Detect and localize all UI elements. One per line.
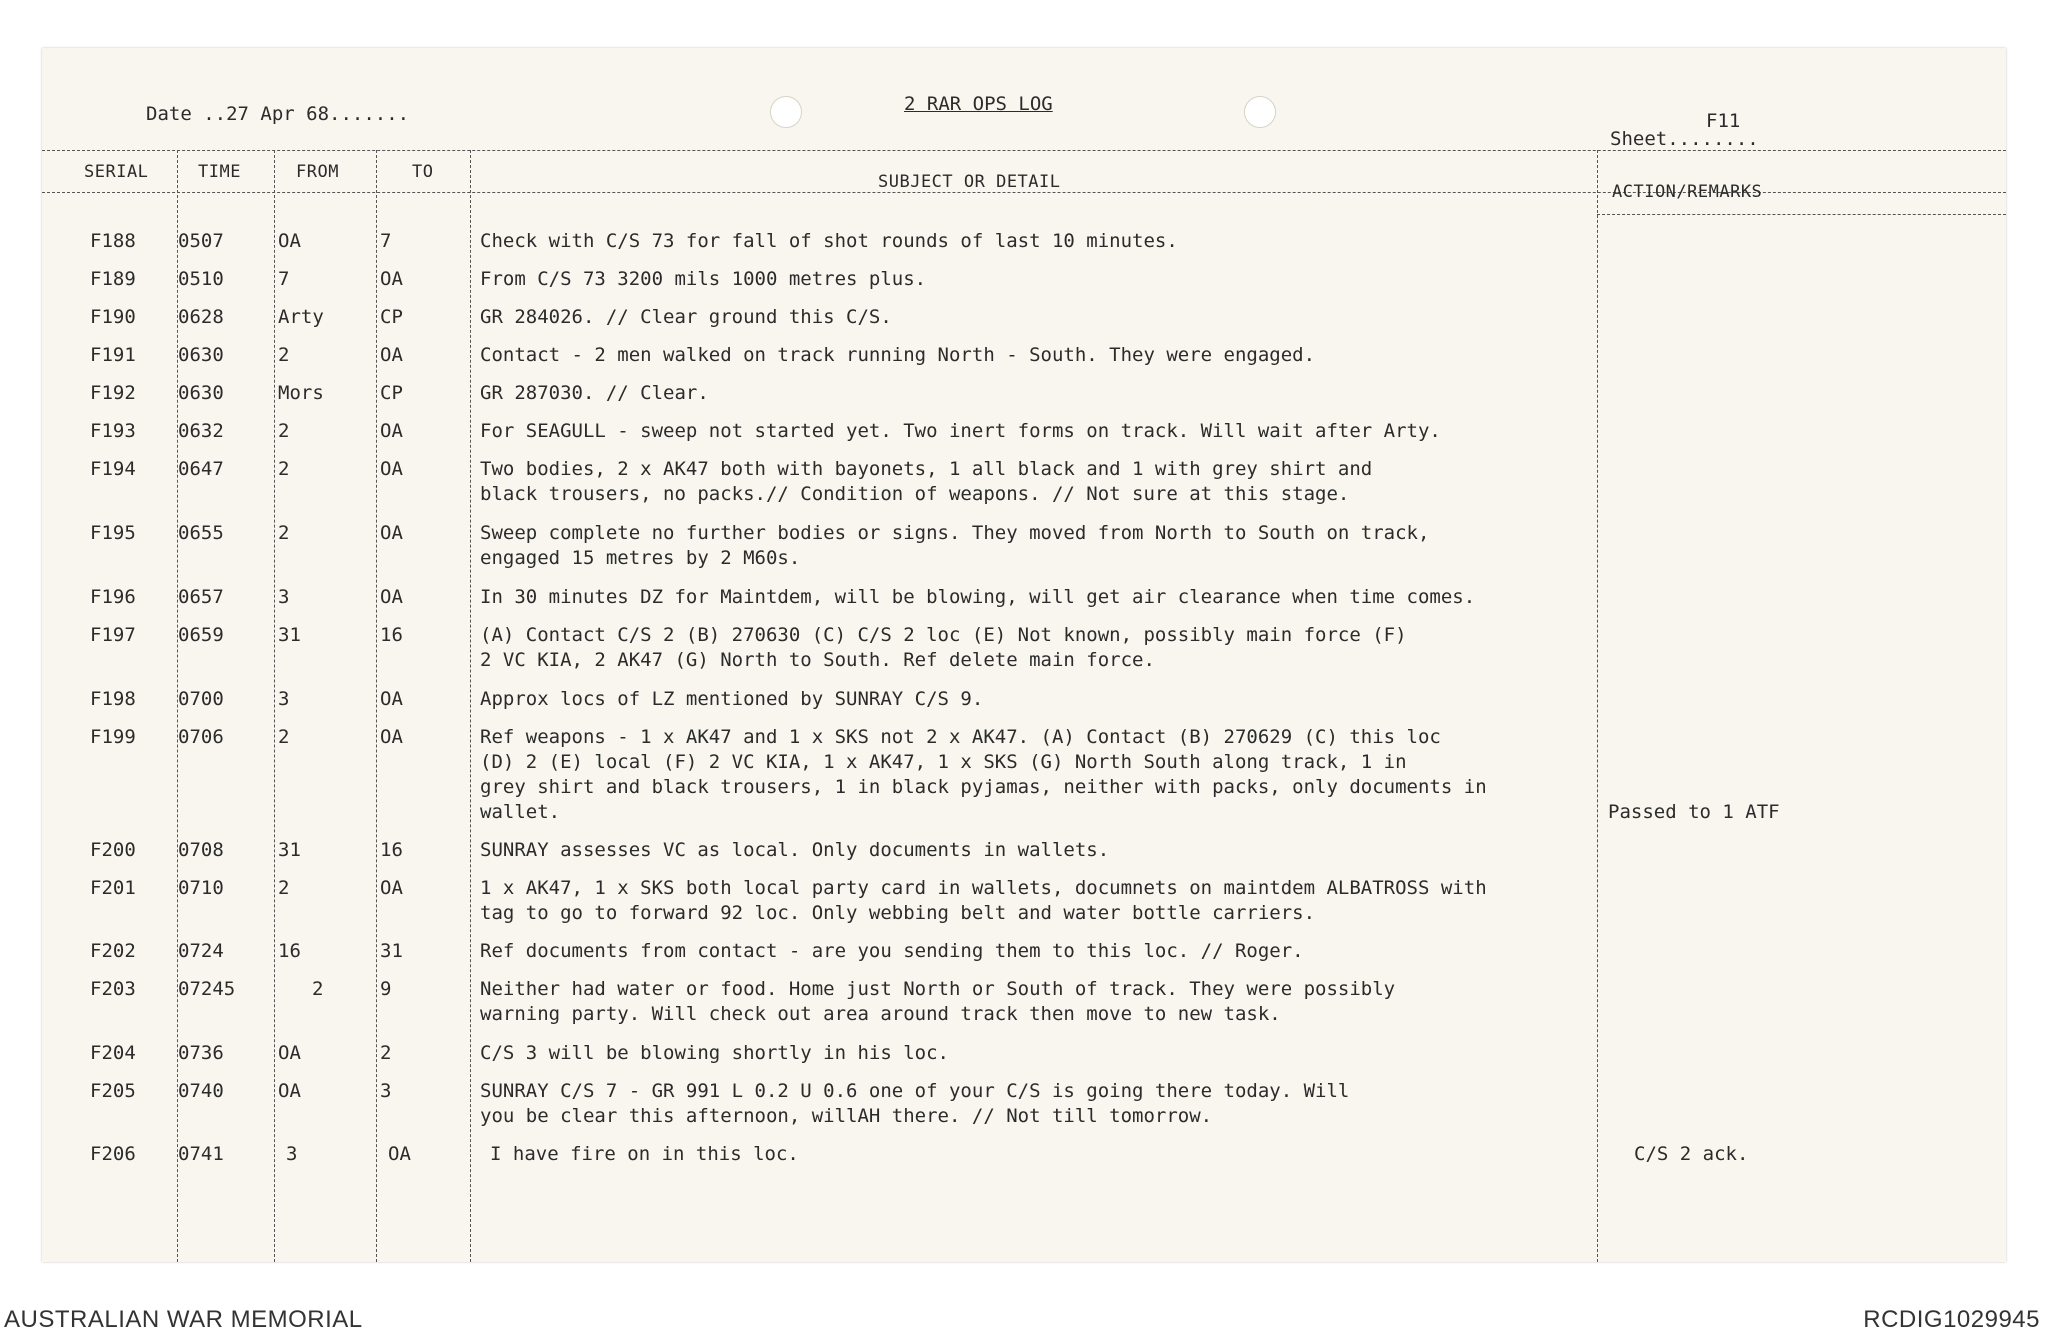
time-cell: 0710	[178, 877, 224, 899]
to-cell: 7	[380, 230, 392, 252]
serial-cell: F199	[90, 726, 136, 748]
time-cell: 0630	[178, 382, 224, 404]
detail-cell	[490, 1142, 799, 1167]
detail-line: tag to go to forward 92 loc. Only webbing belt and water bottle carriers.	[480, 902, 1316, 924]
time-cell: 0740	[178, 1080, 224, 1102]
detail-line: warning party. Will check out area around track then move to new task.	[480, 1003, 1281, 1025]
detail-cell	[480, 977, 1395, 1027]
time-cell: 0655	[178, 522, 224, 544]
detail-line: engaged 15 metres by 2 M60s.	[480, 547, 801, 569]
detail-cell	[480, 838, 1109, 863]
to-cell: OA	[380, 586, 403, 608]
detail-line: Two bodies, 2 x AK47 both with bayonets, 1 all black and 1 with grey shirt and	[480, 458, 1373, 480]
from-cell: 16	[278, 940, 301, 962]
to-cell: OA	[380, 688, 403, 710]
detail-line: GR 287030. // Clear.	[480, 382, 709, 404]
col-divider-from	[376, 150, 377, 1262]
time-cell: 0659	[178, 624, 224, 646]
date-value: 27 Apr 68	[226, 103, 330, 125]
column-header-action: ACTION/REMARKS	[1612, 182, 1763, 202]
detail-line: SUNRAY assesses VC as local. Only documents in wallets.	[480, 839, 1110, 861]
to-cell: OA	[388, 1143, 411, 1165]
detail-line: Approx locs of LZ mentioned by SUNRAY C/S 9.	[480, 688, 984, 710]
detail-line: grey shirt and black trousers, 1 in black pyjamas, neither with packs, only documents in	[480, 776, 1487, 798]
detail-line: 2 VC KIA, 2 AK47 (G) North to South. Ref delete main force.	[480, 649, 1155, 671]
detail-cell	[480, 585, 1475, 610]
to-cell: 2	[380, 1042, 392, 1064]
to-cell: 16	[380, 624, 403, 646]
from-cell: 3	[278, 586, 290, 608]
from-cell: 7	[278, 268, 290, 290]
time-cell: 0708	[178, 839, 224, 861]
detail-cell	[480, 876, 1487, 926]
detail-line: (A) Contact C/S 2 (B) 270630 (C) C/S 2 loc (E) Not known, possibly main force (F)	[480, 624, 1407, 646]
detail-cell	[480, 687, 983, 712]
time-cell: 0632	[178, 420, 224, 442]
action-cell: Passed to 1 ATF	[1608, 801, 1780, 823]
date-label: Date ..	[146, 103, 227, 125]
from-cell: 31	[278, 839, 301, 861]
serial-cell: F201	[90, 877, 136, 899]
from-cell: 3	[286, 1143, 298, 1165]
detail-line: In 30 minutes DZ for Maintdem, will be blowing, will get air clearance when time comes.	[480, 586, 1476, 608]
col-divider-to	[470, 150, 471, 1262]
detail-line: wallet.	[480, 801, 561, 823]
from-cell: OA	[278, 230, 301, 252]
document-title: 2 RAR OPS LOG	[904, 93, 1053, 115]
time-cell: 07245	[178, 978, 236, 1000]
to-cell: OA	[380, 268, 403, 290]
sheet-line	[1610, 110, 1759, 150]
sheet-value: F11	[1706, 110, 1741, 132]
time-cell: 0706	[178, 726, 224, 748]
detail-line: GR 284026. // Clear ground this C/S.	[480, 306, 892, 328]
detail-line: Sweep complete no further bodies or signs. They moved from North to South on track,	[480, 522, 1430, 544]
serial-cell: F198	[90, 688, 136, 710]
from-cell: 2	[278, 458, 290, 480]
punch-hole-right	[1244, 96, 1276, 128]
from-cell: 2	[312, 978, 324, 1000]
sheet-label: Sheet........	[1610, 128, 1759, 150]
action-cell: C/S 2 ack.	[1634, 1143, 1749, 1165]
serial-cell: F196	[90, 586, 136, 608]
serial-cell: F205	[90, 1080, 136, 1102]
serial-cell: F192	[90, 382, 136, 404]
time-cell: 0741	[178, 1143, 224, 1165]
detail-line: I have fire on in this loc.	[490, 1143, 799, 1165]
time-cell: 0628	[178, 306, 224, 328]
column-header-detail: SUBJECT OR DETAIL	[878, 172, 1061, 192]
time-cell: 0700	[178, 688, 224, 710]
detail-cell	[480, 725, 1487, 825]
detail-cell	[480, 1079, 1349, 1129]
time-cell: 0647	[178, 458, 224, 480]
from-cell: 3	[278, 688, 290, 710]
to-cell: OA	[380, 522, 403, 544]
column-header-to: TO	[412, 162, 434, 182]
time-cell: 0724	[178, 940, 224, 962]
column-header-serial: SERIAL	[84, 162, 149, 182]
detail-cell	[480, 1041, 949, 1066]
col-divider-detail	[1597, 150, 1598, 1262]
from-cell: 2	[278, 726, 290, 748]
from-cell: 2	[278, 522, 290, 544]
to-cell: CP	[380, 306, 403, 328]
detail-line: Check with C/S 73 for fall of shot rounds of last 10 minutes.	[480, 230, 1178, 252]
detail-line: (D) 2 (E) local (F) 2 VC KIA, 1 x AK47, 1 x SKS (G) North South along track, 1 in	[480, 751, 1407, 773]
serial-cell: F200	[90, 839, 136, 861]
serial-cell: F189	[90, 268, 136, 290]
column-header-time: TIME	[198, 162, 241, 182]
action-header-rule	[1597, 214, 2006, 215]
time-cell: 0630	[178, 344, 224, 366]
punch-hole-left	[770, 96, 802, 128]
column-header-from: FROM	[296, 162, 339, 182]
detail-cell	[480, 939, 1304, 964]
to-cell: OA	[380, 458, 403, 480]
from-cell: 2	[278, 420, 290, 442]
serial-cell: F193	[90, 420, 136, 442]
to-cell: 9	[380, 978, 392, 1000]
from-cell: Arty	[278, 306, 324, 328]
detail-cell	[480, 457, 1372, 507]
serial-cell: F195	[90, 522, 136, 544]
detail-line: black trousers, no packs.// Condition of weapons. // Not sure at this stage.	[480, 483, 1350, 505]
detail-cell	[480, 381, 709, 406]
serial-cell: F190	[90, 306, 136, 328]
serial-cell: F194	[90, 458, 136, 480]
table-top-rule	[42, 150, 2006, 151]
serial-cell: F188	[90, 230, 136, 252]
detail-cell	[480, 343, 1315, 368]
serial-cell: F204	[90, 1042, 136, 1064]
detail-line: SUNRAY C/S 7 - GR 991 L 0.2 U 0.6 one of your C/S is going there today. Will	[480, 1080, 1350, 1102]
to-cell: OA	[380, 726, 403, 748]
from-cell: 31	[278, 624, 301, 646]
detail-line: Contact - 2 men walked on track running North - South. They were engaged.	[480, 344, 1316, 366]
from-cell: 2	[278, 877, 290, 899]
col-divider-time	[274, 150, 275, 1262]
log-sheet	[42, 48, 2006, 1262]
detail-line: 1 x AK47, 1 x SKS both local party card in wallets, documnets on maintdem ALBATROSS with	[480, 877, 1487, 899]
to-cell: OA	[380, 344, 403, 366]
date-line	[146, 103, 409, 125]
detail-line: Ref weapons - 1 x AK47 and 1 x SKS not 2 x AK47. (A) Contact (B) 270629 (C) this loc	[480, 726, 1441, 748]
to-cell: OA	[380, 420, 403, 442]
time-cell: 0657	[178, 586, 224, 608]
from-cell: OA	[278, 1042, 301, 1064]
date-dots: .......	[329, 103, 410, 125]
to-cell: 16	[380, 839, 403, 861]
from-cell: Mors	[278, 382, 324, 404]
detail-cell	[480, 267, 926, 292]
footer-identifier: RCDIG1029945	[1863, 1306, 2040, 1333]
time-cell: 0736	[178, 1042, 224, 1064]
time-cell: 0507	[178, 230, 224, 252]
serial-cell: F191	[90, 344, 136, 366]
detail-cell	[480, 521, 1429, 571]
detail-line: C/S 3 will be blowing shortly in his loc.	[480, 1042, 949, 1064]
from-cell: 2	[278, 344, 290, 366]
serial-cell: F197	[90, 624, 136, 646]
serial-cell: F206	[90, 1143, 136, 1165]
detail-cell	[480, 229, 1178, 254]
detail-cell	[480, 623, 1407, 673]
detail-cell	[480, 305, 892, 330]
to-cell: OA	[380, 877, 403, 899]
detail-line: Ref documents from contact - are you sending them to this loc. // Roger.	[480, 940, 1304, 962]
detail-line: From C/S 73 3200 mils 1000 metres plus.	[480, 268, 927, 290]
to-cell: 3	[380, 1080, 392, 1102]
detail-cell	[480, 419, 1441, 444]
footer-source: AUSTRALIAN WAR MEMORIAL	[4, 1306, 363, 1333]
detail-line: Neither had water or food. Home just North or South of track. They were possibly	[480, 978, 1396, 1000]
serial-cell: F203	[90, 978, 136, 1000]
detail-line: you be clear this afternoon, willAH there. // Not till tomorrow.	[480, 1105, 1213, 1127]
detail-line: For SEAGULL - sweep not started yet. Two inert forms on track. Will wait after Arty.	[480, 420, 1441, 442]
time-cell: 0510	[178, 268, 224, 290]
to-cell: CP	[380, 382, 403, 404]
from-cell: OA	[278, 1080, 301, 1102]
to-cell: 31	[380, 940, 403, 962]
serial-cell: F202	[90, 940, 136, 962]
